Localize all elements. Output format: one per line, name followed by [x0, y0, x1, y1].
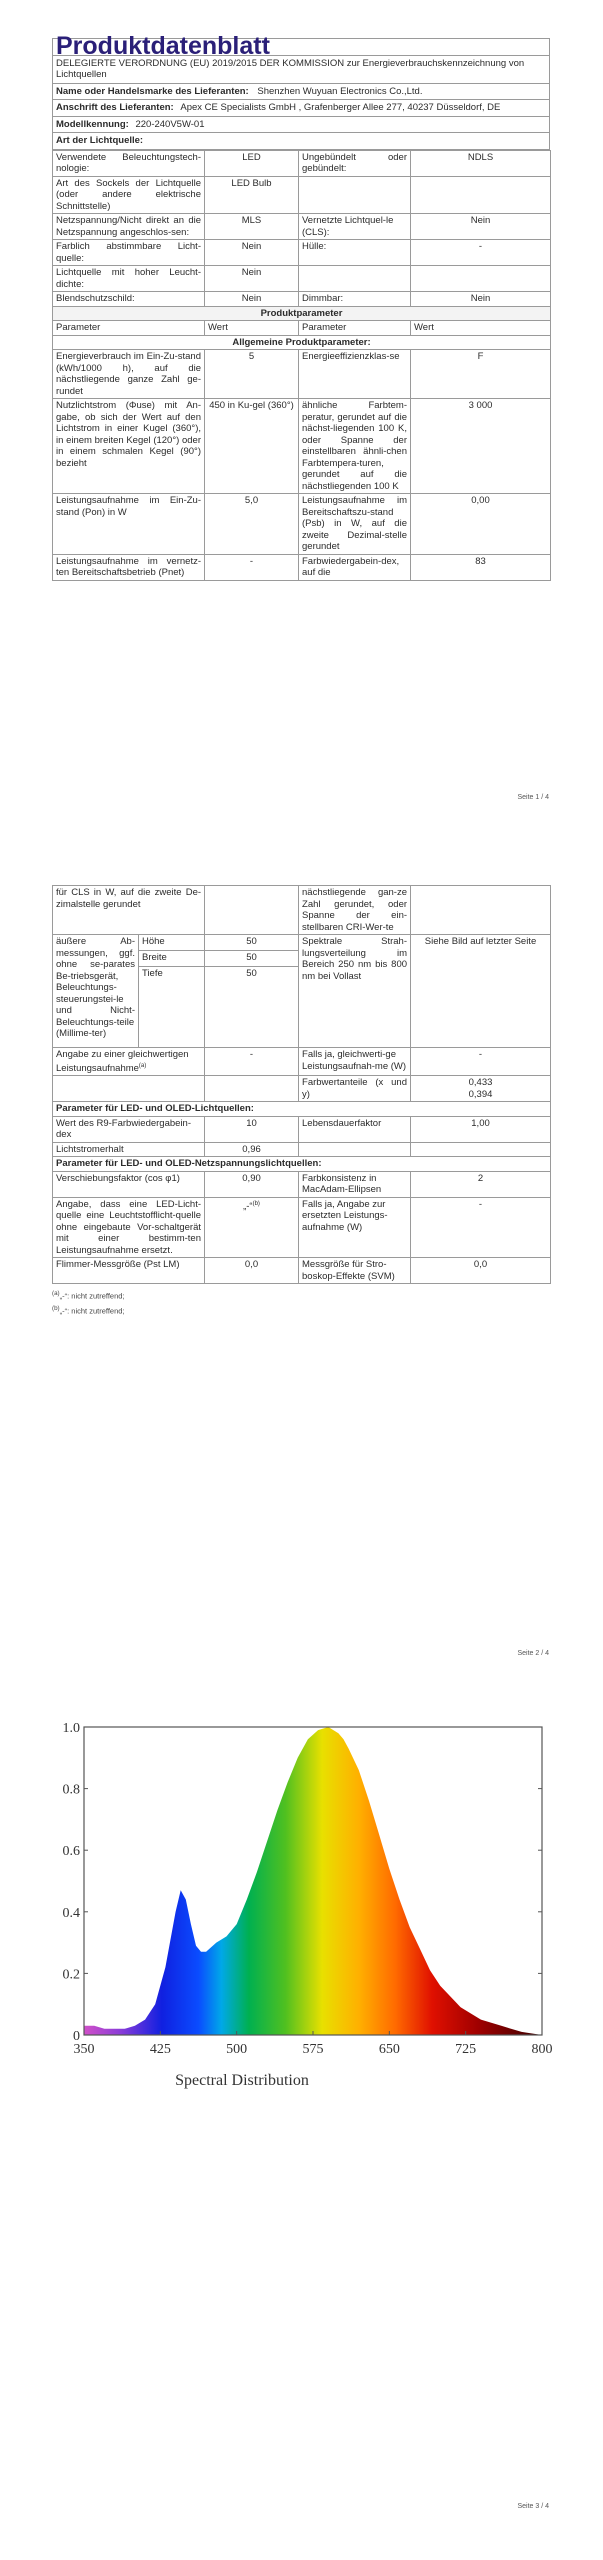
spectrum-area: [84, 1727, 542, 2035]
table-row: [53, 554, 551, 580]
table-row: [53, 176, 551, 214]
parameters-table-continued: [52, 885, 551, 1284]
x-tick-label: 350: [73, 2042, 95, 2057]
x-tick-label: 800: [531, 2042, 553, 2057]
section-header-row: [53, 1102, 551, 1117]
cell-value: 0,00: [411, 494, 551, 555]
footnote-text: „-“: nicht zutreffend;: [59, 1291, 125, 1301]
supplier-row: [53, 84, 549, 101]
cell-value: [411, 266, 551, 292]
table-row: [53, 399, 551, 494]
cell-label: für CLS in W, auf die zweite De-zimalstelle gerundet: [53, 886, 205, 935]
table-row: [53, 350, 551, 399]
table-row: [53, 1142, 551, 1157]
cell-label: Leistungsaufnahme im Ein-Zu-stand (Pon) in W: [53, 494, 205, 555]
footnote-b: [52, 1303, 550, 1318]
cell-value: Nein: [205, 266, 299, 292]
table-row: [53, 214, 551, 240]
footnote-mark: (a): [52, 1290, 60, 1298]
cell-value: 450 in Ku-gel (360°): [205, 399, 299, 494]
cell-value: F: [411, 350, 551, 399]
footnotes: [52, 1288, 550, 1317]
cell-label: Hülle:: [299, 240, 411, 266]
cell-value: [411, 1142, 551, 1157]
cell-value: -: [205, 554, 299, 580]
model-row: [53, 117, 549, 134]
cell-label: Farbwiedergabein-dex, auf die: [299, 554, 411, 580]
address-value: Apex CE Specialists GmbH , Grafenberger Allee 277, 40237 Düsseldorf, DE: [180, 102, 501, 113]
page-number: Seite 2 / 4: [517, 1650, 549, 1657]
equiv-label: Angabe zu einer gleichwertigen Leistungsaufnahme: [56, 1049, 189, 1074]
cell-value: 0,90: [205, 1171, 299, 1197]
x-tick-label: 725: [455, 2042, 477, 2057]
cell-label: Falls ja, Angabe zur ersetzten Leistungs-aufnahme (W): [299, 1197, 411, 1258]
cell-value: MLS: [205, 214, 299, 240]
y-tick-label: 0.8: [62, 1782, 80, 1798]
product-params-heading: Produktparameter: [53, 306, 551, 321]
table-row: [53, 240, 551, 266]
y-tick-label: 0: [73, 2029, 80, 2044]
page-2: [52, 885, 550, 1317]
cell-label: Vernetzte Lichtquel-le (CLS):: [299, 214, 411, 240]
cell-value: 10: [205, 1116, 299, 1142]
x-tick-label: 650: [378, 2042, 400, 2057]
page-1: [52, 32, 550, 581]
cell-label: Lichtquelle mit hoher Leucht-dichte:: [53, 266, 205, 292]
spectral-value: Siehe Bild auf letzter Seite: [411, 935, 551, 1048]
address-label: Anschrift des Lieferanten:: [56, 102, 174, 113]
table-row: [53, 886, 551, 935]
cell-value: Nein: [205, 292, 299, 307]
cell-label: Dimmbar:: [299, 292, 411, 307]
table-row: [53, 1258, 551, 1284]
cell-label: Farblich abstimmbare Licht-quelle:: [53, 240, 205, 266]
cell-value: 5: [205, 350, 299, 399]
footnote-a: [52, 1288, 550, 1303]
cell-label: Wert des R9-Farbwiedergabein-dex: [53, 1116, 205, 1142]
cell-value: 0,96: [205, 1142, 299, 1157]
header-block: [52, 32, 550, 150]
cell-value: [205, 886, 299, 935]
dim-name: Breite: [139, 951, 205, 967]
cell-label: Lebensdauerfaktor: [299, 1116, 411, 1142]
light-source-type-table: [52, 150, 551, 581]
page-number: Seite 3 / 4: [517, 2503, 549, 2510]
page-title: Produktdatenblatt: [53, 39, 549, 56]
mains-params-heading: Parameter für LED- und OLED-Netzspannungslichtquellen:: [53, 1157, 551, 1172]
cell-value: 0,0: [205, 1258, 299, 1284]
cell-value: [411, 1076, 551, 1102]
cell-label: Farbkonsistenz in MacAdam-Ellipsen: [299, 1171, 411, 1197]
cell-value: [411, 886, 551, 935]
cell-value: 0,0: [411, 1258, 551, 1284]
dim-value: 50: [205, 951, 299, 967]
cell-value: -: [411, 240, 551, 266]
cell-label: nächstliegende gan-ze Zahl gerundet, oder Spanne der ein-stellbaren CRI-Wer-te: [299, 886, 411, 935]
table-row: [53, 1076, 551, 1102]
cell-value: NDLS: [411, 150, 551, 176]
chroma-x: 0,433: [468, 1077, 493, 1089]
cell-value: 1,00: [411, 1116, 551, 1142]
dim-name: Höhe: [139, 935, 205, 951]
cell-value: LED: [205, 150, 299, 176]
supplier-value: Shenzhen Wuyuan Electronics Co.,Ltd.: [257, 85, 423, 97]
cell-value: Nein: [205, 240, 299, 266]
footnote-ref: (b): [252, 1200, 260, 1207]
cell-value: Nein: [411, 292, 551, 307]
table-row: [53, 494, 551, 555]
cell-label: Flimmer-Messgröße (Pst LM): [53, 1258, 205, 1284]
cell-value: -: [205, 1048, 299, 1076]
col-param-header: Parameter: [299, 321, 411, 336]
address-row: [53, 100, 549, 117]
model-label: Modellkennung:: [56, 118, 129, 130]
led-params-heading: Parameter für LED- und OLED-Lichtquellen:: [53, 1102, 551, 1117]
cell-value: 83: [411, 554, 551, 580]
table-row: [53, 1197, 551, 1258]
cell-label: Farbwertanteile (x und y): [299, 1076, 411, 1102]
table-row: [53, 150, 551, 176]
cell-label: Nutzlichtstrom (Φuse) mit An-gabe, ob sich der Wert auf den Lichtstrom in einer Kugel (360°), in einem breiten Kegel (120°) oder in einem schmalen Kegel (90°) bezieht: [53, 399, 205, 494]
cell-label: Falls ja, gleichwerti-ge Leistungsaufnah-me (W): [299, 1048, 411, 1076]
dimensions-label: äußere Ab-messungen, ggf. ohne se-parates Be-triebsgerät, Beleuchtungs-steuerungstei-le und Nicht-Beleuchtungs-teile (Millime-ter): [53, 935, 139, 1048]
x-tick-label: 500: [226, 2042, 248, 2057]
page-number: Seite 1 / 4: [517, 794, 549, 801]
cell-label: Ungebündelt oder gebündelt:: [299, 150, 411, 176]
type-heading: Art der Lichtquelle:: [56, 135, 144, 146]
section-header-row: [53, 335, 551, 350]
cell-value: 3 000: [411, 399, 551, 494]
cell-label: Messgröße für Stro-boskop-Effekte (SVM): [299, 1258, 411, 1284]
cell-value: 2: [411, 1171, 551, 1197]
cell-label: Verwendete Beleuchtungstech-nologie:: [53, 150, 205, 176]
dim-value: 50: [205, 967, 299, 1048]
cell-label: [53, 1076, 205, 1102]
cell-value: LED Bulb: [205, 176, 299, 214]
footnote-ref: (a): [138, 1062, 147, 1069]
table-row: [53, 1048, 551, 1076]
cell-label: Verschiebungsfaktor (cos φ1): [53, 1171, 205, 1197]
regulation-text: DELEGIERTE VERORDNUNG (EU) 2019/2015 DER KOMMISSION zur Energieverbrauchskennzeichnung von Lichtquellen: [53, 56, 549, 84]
cell-label: ähnliche Farbtem-peratur, gerundet auf die nächst-liegenden 100 K, oder Spanne der einstellbaren ähnli-chen Farbtempera-turen, gerundet auf die nächstliegenden 100 K: [299, 399, 411, 494]
col-param-header: Parameter: [53, 321, 205, 336]
cell-label: Leistungsaufnahme im vernetz-ten Bereitschaftsbetrieb (Pnet): [53, 554, 205, 580]
table-row: [53, 266, 551, 292]
x-tick-label: 575: [302, 2042, 324, 2057]
cell-label: Energieverbrauch im Ein-Zu-stand (kWh/1000 h), auf die nächstliegende ganze Zahl ge-rundet: [53, 350, 205, 399]
table-row: [53, 292, 551, 307]
column-header-row: [53, 321, 551, 336]
table-row: [53, 935, 551, 951]
footnote-mark: (b): [52, 1304, 60, 1312]
cell-value: -: [411, 1048, 551, 1076]
cell-label: Energieeffizienzklas-se: [299, 350, 411, 399]
cell-label: Blendschutzschild:: [53, 292, 205, 307]
cell-label: Angabe, dass eine LED-Licht-quelle eine Leuchtstofflicht-quelle ohne eingebaute Vor-schaltgerät mit einer bestimm-ten Leistungsaufnahme ersetzt.: [53, 1197, 205, 1258]
cell-value: [205, 1076, 299, 1102]
y-tick-label: 1.0: [62, 1721, 80, 1736]
section-header-row: [53, 1157, 551, 1172]
dim-name: Tiefe: [139, 967, 205, 1048]
chroma-y: 0,394: [468, 1088, 493, 1100]
cell-label: Netzspannung/Nicht direkt an die Netzspannung angeschlos-sen:: [53, 214, 205, 240]
model-value: 220-240V5W-01: [135, 118, 205, 130]
y-tick-label: 0.2: [62, 1967, 80, 1983]
y-tick-label: 0.6: [62, 1844, 80, 1860]
cell-value: -: [411, 1197, 551, 1258]
cell-label: [299, 266, 411, 292]
col-value-header: Wert: [411, 321, 551, 336]
cell-value: Nein: [411, 214, 551, 240]
cell-label: Lichtstromerhalt: [53, 1142, 205, 1157]
cell-label: Art des Sockels der Lichtquelle (oder andere elektrische Schnittstelle): [53, 176, 205, 214]
y-tick-label: 0.4: [62, 1905, 80, 1921]
section-header-row: [53, 306, 551, 321]
general-params-heading: Allgemeine Produktparameter:: [53, 335, 551, 350]
x-tick-label: 425: [149, 2042, 171, 2057]
footnote-text: „-“: nicht zutreffend;: [59, 1306, 125, 1316]
table-row: [53, 1116, 551, 1142]
chart-title: Spectral Distribution: [175, 2072, 309, 2089]
table-row: [53, 1171, 551, 1197]
spectral-label: Spektrale Strah-lungsverteilung im Bereich 250 nm bis 800 nm bei Vollast: [299, 935, 411, 1048]
cell-value: [411, 176, 551, 214]
cell-value: [205, 1197, 299, 1258]
cell-label: Leistungsaufnahme im Bereitschaftszu-stand (Psb) in W, auf die zweite Dezimal-stelle gerundet: [299, 494, 411, 555]
cell-label: [299, 1142, 411, 1157]
cell-label: [53, 1048, 205, 1076]
cell-label: [299, 176, 411, 214]
col-value-header: Wert: [205, 321, 299, 336]
cell-value: 5,0: [205, 494, 299, 555]
dim-value: 50: [205, 935, 299, 951]
plot-area: [63, 1721, 553, 2089]
spectral-distribution-chart: [52, 1715, 553, 2125]
fluor-value: „-“: [243, 1200, 253, 1212]
spectrum-svg: [52, 1715, 553, 2125]
supplier-label: Name oder Handelsmarke des Lieferanten:: [56, 85, 249, 97]
